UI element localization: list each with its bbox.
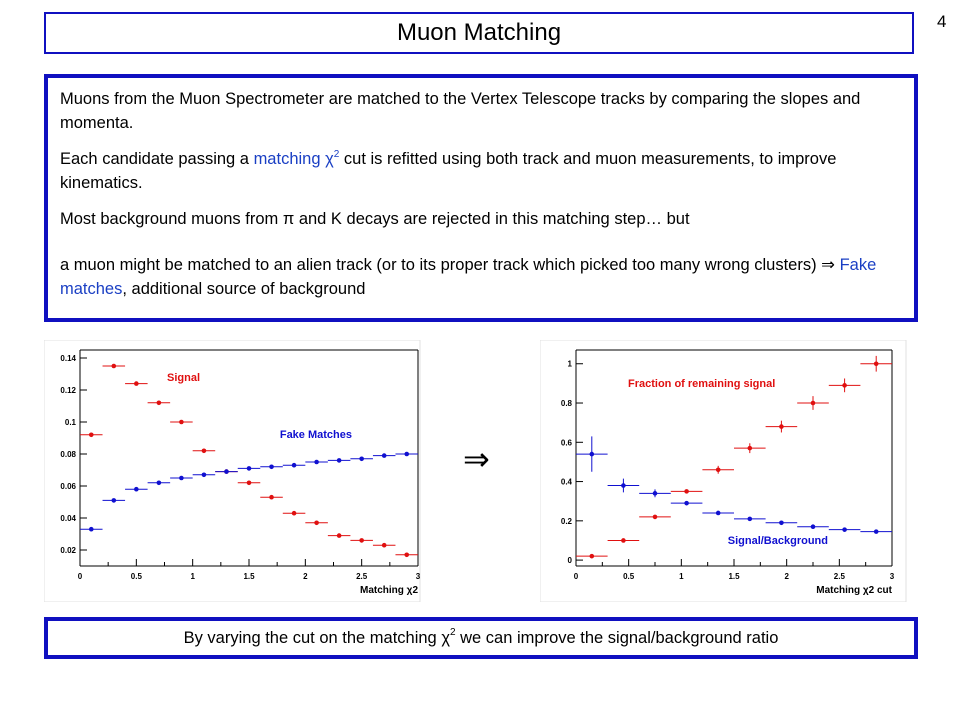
- left-chart-y-tick-label: 0.04: [60, 514, 76, 523]
- right-chart-series0-point: [716, 467, 721, 472]
- right-chart-y-tick-label: 0: [567, 556, 572, 566]
- left-chart-series1-point: [382, 453, 387, 458]
- right-chart-y-tick-label: 0.6: [560, 438, 572, 448]
- left-chart-x-tick-label: 3: [415, 572, 421, 581]
- conclusion-text: [184, 629, 779, 648]
- right-chart-series1-point: [590, 452, 595, 457]
- right-chart-y-tick-label: 0.8: [560, 399, 572, 409]
- right-chart-series1-point: [811, 524, 816, 529]
- p2-before: Each candidate passing a: [60, 150, 254, 168]
- right-chart-series1-point: [874, 529, 879, 534]
- right-chart-y-tick-label: 1: [567, 359, 572, 369]
- left-chart-series0-point: [112, 364, 117, 369]
- right-chart-series0-point: [811, 401, 816, 406]
- left-chart-series0-point: [314, 521, 319, 526]
- left-chart-series1-point: [314, 460, 319, 465]
- left-chart-series0-point: [359, 538, 364, 543]
- right-chart-x-tick-label: 1.5: [728, 572, 740, 581]
- right-chart-series0-point: [748, 446, 753, 451]
- left-chart-y-tick-label: 0.02: [60, 546, 76, 555]
- left-chart-series1-point: [247, 466, 252, 471]
- left-chart-frame: [44, 340, 420, 602]
- right-chart-series1-point: [684, 501, 689, 506]
- left-chart-series0-point: [157, 401, 162, 406]
- left-chart-series1-point: [89, 527, 94, 532]
- right-chart-series1-point: [842, 527, 847, 532]
- left-chart-y-tick-label: 0.08: [60, 450, 76, 459]
- left-chart-series0-point: [202, 449, 207, 454]
- p4-before: a muon might be matched to an alien track (or to its proper track which picked too many wrong clusters) ⇒: [60, 256, 840, 274]
- left-chart-x-axis-label: Matching χ2: [360, 585, 418, 596]
- right-chart-series1-point: [621, 483, 626, 488]
- left-chart-series1-point: [359, 457, 364, 462]
- fraction-signal-background-chart: [540, 340, 908, 602]
- left-chart-series1-point: [337, 458, 342, 463]
- left-chart-series0-point: [269, 495, 274, 500]
- left-chart-series1-point: [404, 452, 409, 457]
- left-chart-series1-point: [292, 463, 297, 468]
- right-chart-x-tick-label: 3: [889, 572, 895, 581]
- right-chart-x-tick-label: 0: [573, 572, 579, 581]
- left-chart-legend-0: Signal: [167, 372, 201, 384]
- left-chart-series1-point: [202, 473, 207, 478]
- left-chart-x-tick-label: 0.5: [130, 572, 142, 581]
- intro-paragraph-4: [60, 253, 902, 301]
- signal-fake-matches-chart: [44, 340, 422, 602]
- left-chart-series1-point: [112, 498, 117, 503]
- intro-paragraph-1: Muons from the Muon Spectrometer are matched to the Vertex Telescope tracks by comparing the slopes and momenta.: [60, 90, 861, 132]
- p2-highlight: matching χ: [253, 150, 334, 168]
- page-number: 4: [937, 12, 947, 31]
- intro-paragraph-3: Most background muons from π and K decays are rejected in this matching step… but: [60, 210, 690, 228]
- right-chart-legend-1: Signal/Background: [727, 535, 828, 547]
- right-chart-series0-point: [779, 424, 784, 429]
- right-chart-series1-point: [653, 491, 658, 496]
- slide-title-text: Muon Matching: [396, 19, 562, 46]
- left-chart-x-tick-label: 1.5: [243, 572, 255, 581]
- left-chart-series0-point: [134, 381, 139, 386]
- intro-paragraph-2: [60, 147, 902, 195]
- right-chart-series0-point: [621, 538, 626, 543]
- left-chart-series0-point: [292, 511, 297, 516]
- left-chart-y-tick-label: 0.06: [60, 482, 76, 491]
- left-chart-legend-1: Fake Matches: [279, 429, 352, 441]
- right-chart-x-tick-label: 1: [679, 572, 684, 581]
- right-chart-series0-point: [684, 489, 689, 494]
- right-chart-x-tick-label: 2.5: [833, 572, 845, 581]
- right-chart-y-tick-label: 0.2: [560, 516, 572, 526]
- right-chart-series1-point: [716, 511, 721, 516]
- right-chart-series1-point: [779, 521, 784, 526]
- conclusion-sup: 2: [449, 627, 456, 638]
- right-chart-x-tick-label: 2: [784, 572, 789, 581]
- left-chart-y-tick-label: 0.14: [60, 354, 76, 363]
- left-chart-series1-point: [179, 476, 184, 481]
- conclusion-box: [44, 617, 918, 659]
- left-chart-x-tick-label: 2.5: [356, 572, 368, 581]
- right-chart-series0-point: [842, 383, 847, 388]
- p2-sup: 2: [333, 148, 340, 160]
- right-chart-x-tick-label: 0.5: [623, 572, 635, 581]
- left-chart-x-tick-label: 2: [303, 572, 308, 581]
- left-chart-series0-point: [337, 533, 342, 538]
- intro-text-box: [44, 74, 918, 322]
- right-chart-x-axis-label: Matching χ2 cut: [816, 585, 892, 596]
- conclusion-after: we can improve the signal/background ratio: [455, 628, 779, 647]
- right-chart-y-tick-label: 0.4: [560, 477, 572, 487]
- left-chart-x-tick-label: 0: [77, 572, 83, 581]
- slide-title: [44, 12, 914, 54]
- right-chart-legend-0: Fraction of remaining signal: [628, 378, 776, 390]
- p2-after: cut is refitted using both track and muon measurements, to improve kinematics.: [60, 150, 837, 192]
- left-chart-series1-point: [134, 487, 139, 492]
- left-chart-series0-point: [89, 433, 94, 438]
- right-chart-series0-point: [874, 361, 879, 366]
- right-chart-series0-point: [590, 554, 595, 559]
- left-chart-y-tick-label: 0.1: [64, 418, 76, 427]
- left-chart-series1-point: [224, 469, 229, 474]
- left-chart-series0-point: [382, 543, 387, 548]
- conclusion-before: By varying the cut on the matching χ: [183, 628, 450, 647]
- implies-arrow: ⇒: [463, 441, 490, 477]
- left-chart-series0-point: [179, 420, 184, 425]
- left-chart-series0-point: [404, 553, 409, 558]
- left-chart-series1-point: [157, 481, 162, 486]
- left-chart-series1-point: [269, 465, 274, 470]
- p4-after: , additional source of background: [122, 280, 366, 298]
- left-chart-x-tick-label: 1: [190, 572, 195, 581]
- right-chart-series1-point: [748, 517, 753, 522]
- left-chart-series0-point: [247, 481, 252, 486]
- left-chart-y-tick-label: 0.12: [60, 386, 76, 395]
- right-chart-series0-point: [653, 515, 658, 520]
- p4-highlight: Fake matches: [60, 256, 877, 298]
